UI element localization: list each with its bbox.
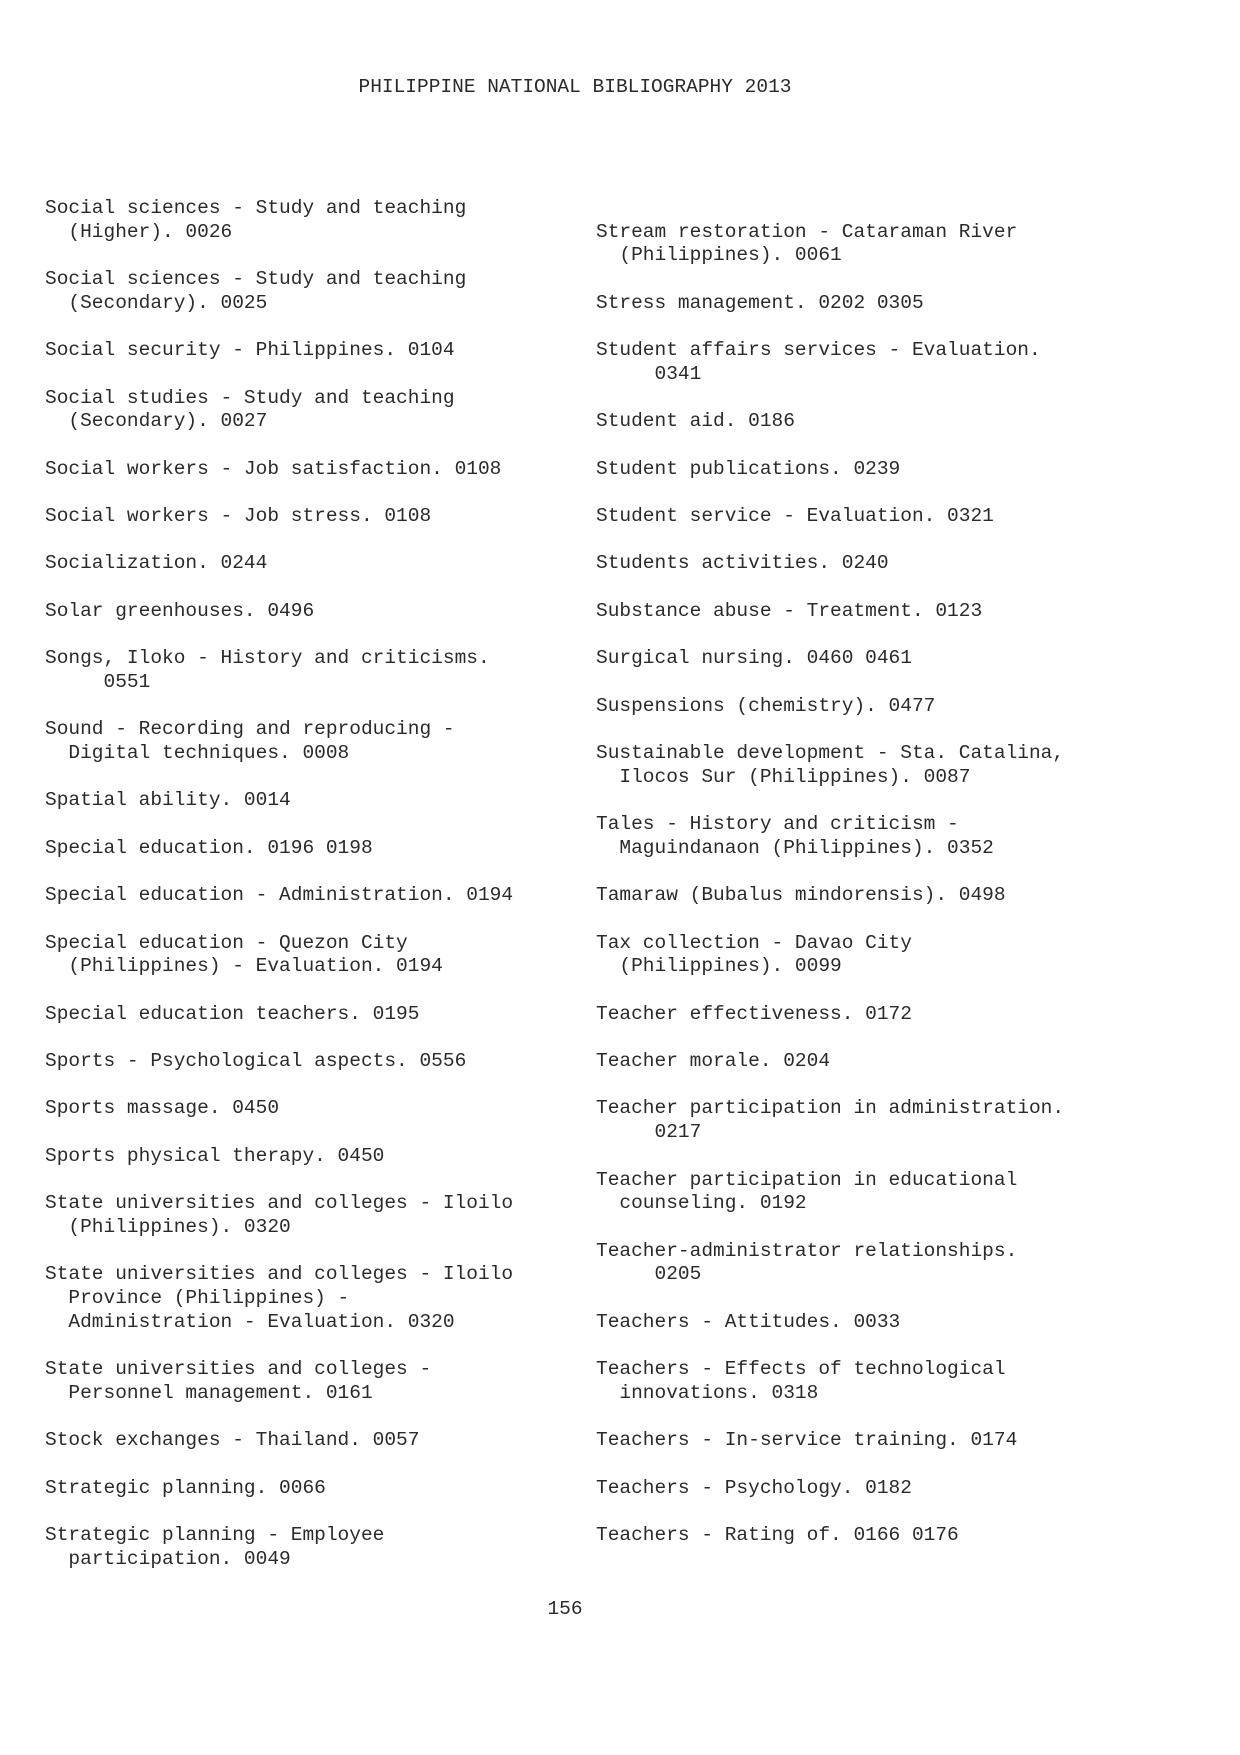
index-entry bbox=[45, 1358, 590, 1405]
right-index-column bbox=[596, 197, 1141, 1571]
index-entry bbox=[45, 197, 590, 244]
entry-line: Teacher effectiveness. 0172 bbox=[596, 1002, 912, 1025]
index-entry bbox=[596, 339, 1141, 386]
index-entry bbox=[596, 1429, 1141, 1453]
entry-line: Maguindanaon (Philippines). 0352 bbox=[596, 836, 994, 859]
entry-line: Sports physical therapy. 0450 bbox=[45, 1144, 385, 1167]
index-entry bbox=[45, 789, 590, 813]
index-entry bbox=[596, 1311, 1141, 1335]
entry-line: Stress management. 0202 0305 bbox=[596, 291, 924, 314]
entry-line: State universities and colleges - bbox=[45, 1358, 432, 1381]
index-entry bbox=[45, 1097, 590, 1121]
entry-line: Ilocos Sur (Philippines). 0087 bbox=[596, 765, 971, 788]
entry-line: Social studies - Study and teaching bbox=[45, 386, 455, 409]
entry-line: Spatial ability. 0014 bbox=[45, 789, 291, 812]
entry-line: Students activities. 0240 bbox=[596, 552, 889, 575]
entry-line: Sound - Recording and reproducing - bbox=[45, 718, 455, 741]
entry-line: Teacher participation in educational bbox=[596, 1168, 1018, 1191]
entry-line: Province (Philippines) - bbox=[45, 1287, 350, 1310]
entry-line: Tax collection - Davao City bbox=[596, 931, 912, 954]
entry-line: (Philippines). 0061 bbox=[596, 244, 842, 267]
entry-line: Special education - Quezon City bbox=[45, 931, 408, 954]
entry-line: Social sciences - Study and teaching bbox=[45, 197, 467, 219]
entry-line: Teacher participation in administration. bbox=[596, 1097, 1065, 1120]
entry-line: Administration - Evaluation. 0320 bbox=[45, 1310, 455, 1333]
entry-line: Strategic planning - Employee bbox=[45, 1524, 385, 1547]
index-entry bbox=[45, 458, 590, 482]
entry-line: 0217 bbox=[596, 1121, 702, 1144]
entry-line: Sports massage. 0450 bbox=[45, 1097, 280, 1120]
entry-line: State universities and colleges - Iloilo bbox=[45, 1263, 514, 1286]
index-entry bbox=[596, 292, 1141, 316]
entry-line: Tales - History and criticism - bbox=[596, 813, 959, 836]
entry-line: counseling. 0192 bbox=[596, 1192, 807, 1215]
index-entry bbox=[596, 1240, 1141, 1287]
entry-line: Digital techniques. 0008 bbox=[45, 742, 350, 765]
entry-line: Stream restoration - Cataraman River bbox=[596, 220, 1018, 243]
entry-line: Socialization. 0244 bbox=[45, 552, 268, 575]
entry-line: (Secondary). 0025 bbox=[45, 291, 268, 314]
entry-line: Student service - Evaluation. 0321 bbox=[596, 505, 994, 528]
index-entry bbox=[45, 387, 590, 434]
entry-line: Surgical nursing. 0460 0461 bbox=[596, 647, 912, 670]
entry-line: participation. 0049 bbox=[45, 1547, 291, 1570]
page-header: PHILIPPINE NATIONAL BIBLIOGRAPHY 2013 bbox=[358, 76, 792, 98]
index-entry bbox=[45, 339, 590, 363]
entry-line: 0551 bbox=[45, 670, 151, 693]
index-entry bbox=[45, 505, 590, 529]
index-entry bbox=[596, 1097, 1141, 1144]
entry-line: Student aid. 0186 bbox=[596, 410, 795, 433]
index-entry bbox=[45, 884, 590, 908]
index-entry bbox=[45, 1003, 590, 1027]
index-entry bbox=[596, 932, 1141, 979]
entry-line: Social security - Philippines. 0104 bbox=[45, 339, 455, 362]
entry-line: Songs, Iloko - History and criticisms. bbox=[45, 647, 490, 670]
index-entry bbox=[596, 647, 1141, 671]
entry-line: (Philippines). 0099 bbox=[596, 955, 842, 978]
entry-line: Social workers - Job stress. 0108 bbox=[45, 505, 432, 528]
entry-line: Personnel management. 0161 bbox=[45, 1381, 373, 1404]
index-entry bbox=[596, 552, 1141, 576]
index-entry bbox=[45, 647, 590, 694]
index-entry bbox=[45, 1050, 590, 1074]
index-entry bbox=[596, 1477, 1141, 1501]
entry-line: Substance abuse - Treatment. 0123 bbox=[596, 599, 983, 622]
index-entry bbox=[596, 695, 1141, 719]
index-entry bbox=[45, 268, 590, 315]
entry-line: Student publications. 0239 bbox=[596, 457, 901, 480]
index-entry bbox=[596, 221, 1141, 268]
index-entry bbox=[596, 458, 1141, 482]
index-entry bbox=[45, 718, 590, 765]
index-entry bbox=[45, 1145, 590, 1169]
entry-line: 0341 bbox=[596, 362, 702, 385]
entry-line: Teachers - In-service training. 0174 bbox=[596, 1429, 1018, 1452]
index-entry bbox=[596, 600, 1141, 624]
index-entry bbox=[45, 552, 590, 576]
index-entry bbox=[596, 1169, 1141, 1216]
entry-line: Teacher morale. 0204 bbox=[596, 1050, 831, 1073]
index-entry bbox=[596, 1358, 1141, 1405]
left-index-column bbox=[45, 197, 590, 1595]
entry-line: Special education teachers. 0195 bbox=[45, 1002, 420, 1025]
index-entry bbox=[45, 600, 590, 624]
entry-line: 0205 bbox=[596, 1263, 702, 1286]
entry-line: Suspensions (chemistry). 0477 bbox=[596, 694, 936, 717]
entry-line: State universities and colleges - Iloilo bbox=[45, 1192, 514, 1215]
index-entry bbox=[596, 813, 1141, 860]
entry-line: Student affairs services - Evaluation. bbox=[596, 339, 1041, 362]
entry-line: Social workers - Job satisfaction. 0108 bbox=[45, 457, 502, 480]
entry-line: Teachers - Effects of technological bbox=[596, 1358, 1006, 1381]
index-entry bbox=[596, 1050, 1141, 1074]
entry-line: Sustainable development - Sta. Catalina, bbox=[596, 742, 1065, 764]
index-entry bbox=[596, 1524, 1141, 1548]
index-entry bbox=[596, 505, 1141, 529]
entry-line: Stock exchanges - Thailand. 0057 bbox=[45, 1429, 420, 1452]
entry-line: Solar greenhouses. 0496 bbox=[45, 599, 315, 622]
entry-line: Teachers - Rating of. 0166 0176 bbox=[596, 1524, 959, 1546]
index-entry bbox=[45, 1524, 590, 1571]
index-entry bbox=[596, 884, 1141, 908]
index-entry bbox=[45, 837, 590, 861]
page-number: 156 bbox=[547, 1598, 583, 1620]
entry-line: innovations. 0318 bbox=[596, 1381, 819, 1404]
index-entry bbox=[45, 1263, 590, 1334]
entry-line: Social sciences - Study and teaching bbox=[45, 268, 467, 291]
entry-line: (Philippines). 0320 bbox=[45, 1215, 291, 1238]
index-entry bbox=[45, 1477, 590, 1501]
index-entry bbox=[45, 1192, 590, 1239]
entry-line: Sports - Psychological aspects. 0556 bbox=[45, 1050, 467, 1073]
index-entry bbox=[596, 410, 1141, 434]
index-entry bbox=[596, 742, 1141, 789]
entry-line: Tamaraw (Bubalus mindorensis). 0498 bbox=[596, 884, 1006, 907]
entry-line: (Philippines) - Evaluation. 0194 bbox=[45, 955, 443, 978]
index-entry bbox=[45, 932, 590, 979]
index-entry bbox=[45, 1429, 590, 1453]
entry-line: Teachers - Attitudes. 0033 bbox=[596, 1310, 901, 1333]
entry-line: Teachers - Psychology. 0182 bbox=[596, 1476, 912, 1499]
entry-line: (Secondary). 0027 bbox=[45, 410, 268, 433]
entry-line: (Higher). 0026 bbox=[45, 220, 233, 243]
entry-line: Special education. 0196 0198 bbox=[45, 836, 373, 859]
entry-line: Special education - Administration. 0194 bbox=[45, 884, 514, 907]
index-entry bbox=[596, 1003, 1141, 1027]
entry-line: Strategic planning. 0066 bbox=[45, 1476, 326, 1499]
entry-line: Teacher-administrator relationships. bbox=[596, 1239, 1018, 1262]
